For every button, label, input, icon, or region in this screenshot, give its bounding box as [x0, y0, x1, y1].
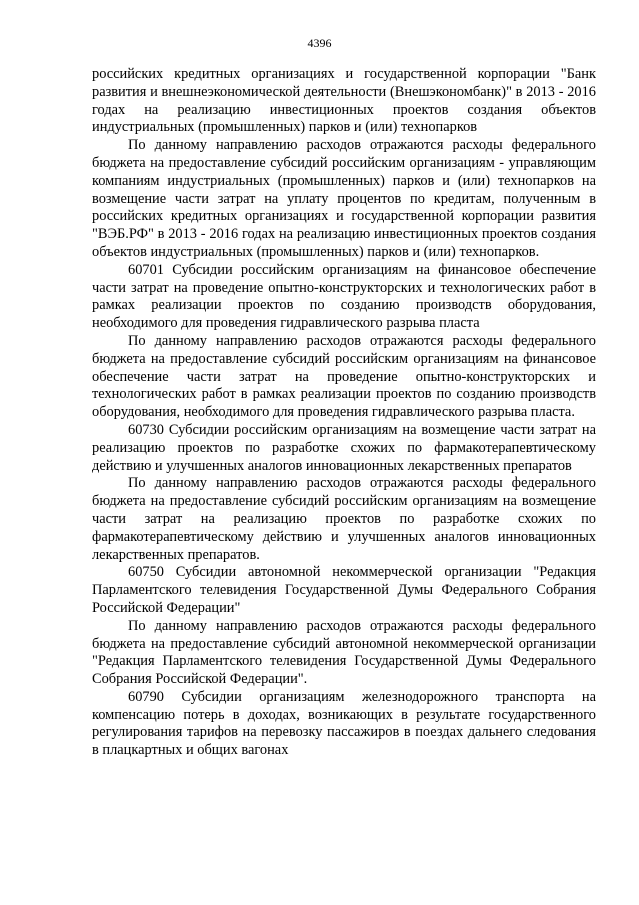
- paragraph: По данному направлению расходов отражаются расходы федерального бюджета на предоставление субсидий автономной некоммерческой организации "Редакция Парламентского телевидения Государственной Думы Федерального Собрания Российской Федерации".: [92, 617, 596, 688]
- section-heading-60790: 60790 Субсидии организациям железнодорожного транспорта на компенсацию потерь в доходах, возникающих в результате государственного регулирования тарифов на перевозку пассажиров в поездах дальнего следования в плацкартных и общих вагонах: [92, 688, 596, 759]
- section-heading-60750: 60750 Субсидии автономной некоммерческой организации "Редакция Парламентского телевидения Государственной Думы Федерального Собрания Российской Федерации": [92, 564, 596, 616]
- paragraph: российских кредитных организациях и государственной корпорации "Банк развития и внешнеэкономической деятельности (Внешэкономбанк)" в 2013 - 2016 годах на реализацию инвестиционных проектов создания объектов индустриальных (промышленных) парков и (или) технопарков: [92, 66, 596, 136]
- paragraph: По данному направлению расходов отражаются расходы федерального бюджета на предоставление субсидий российским организациям на финансовое обеспечение части затрат на проведение опытно-конструкторских и технологических работ в рамках реализации проектов по созданию производств оборудования, необходимого для проведения гидравлического разрыва пласта.: [92, 332, 596, 421]
- page-body: [92, 66, 596, 760]
- section-heading-60701: 60701 Субсидии российским организациям на финансовое обеспечение части затрат на проведение опытно-конструкторских и технологических работ в рамках реализации проектов по созданию производств оборудования, необходимого для проведения гидравлического разрыва пласта: [92, 261, 596, 332]
- paragraph: По данному направлению расходов отражаются расходы федерального бюджета на предоставление субсидий российским организациям - управляющим компаниям индустриальных (промышленных) парков и (или) технопарков на возмещение части затрат на уплату процентов по кредитам, полученным в российских кредитных организациях и государственной корпорации развития "ВЭБ.РФ" в 2013 - 2016 годах на реализацию инвестиционных проектов создания объектов индустриальных (промышленных) парков и (или) технопарков.: [92, 137, 596, 260]
- page-number: 4396: [307, 36, 332, 50]
- section-heading-60730: 60730 Субсидии российским организациям на возмещение части затрат на реализацию проектов по разработке схожих по фармакотерапевтическому действию и улучшенных аналогов инновационных лекарственных препаратов: [92, 421, 596, 474]
- paragraph: По данному направлению расходов отражаются расходы федерального бюджета на предоставление субсидий российским организациям на возмещение части затрат на реализацию проектов по разработке схожих по фармакотерапевтическому действию и улучшенных аналогов инновационных лекарственных препаратов.: [92, 475, 596, 563]
